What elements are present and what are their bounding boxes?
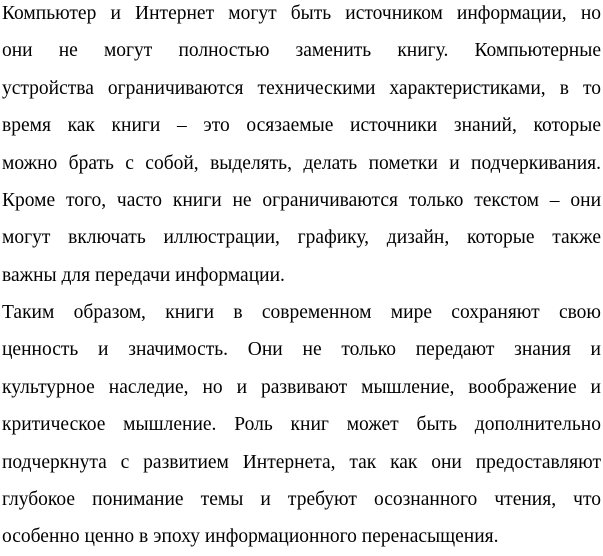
text-line: ценность и значимость. Они не только передают знания и: [2, 339, 601, 361]
text-line: особенно ценно в эпоху информационного перенасыщения.: [2, 526, 499, 548]
text-line: подчеркнута с развитием Интернета, так как они предоставляют: [2, 451, 601, 473]
text-line: критическое мышление. Роль книг может быть дополнительно: [2, 414, 601, 436]
text-line: могут включать иллюстрации, графику, дизайн, которые также: [2, 227, 601, 249]
text-line: культурное наследие, но и развивают мышление, воображение и: [2, 376, 601, 398]
paragraph-2: [2, 294, 601, 556]
text-line: время как книги – это осязаемые источники знаний, которые: [2, 115, 601, 137]
text-line: важны для передачи информации.: [2, 264, 285, 286]
text-line: устройства ограничиваются техническими характеристиками, в то: [2, 77, 601, 99]
text-line: Таким образом, книги в современном мире сохраняют свою: [2, 302, 601, 323]
text-line: Кроме того, часто книги не ограничиваются только текстом – они: [2, 189, 601, 211]
text-line: Компьютер и Интернет могут быть источником информации, но: [2, 3, 601, 24]
text-line: глубокое понимание темы и требуют осознанного чтения, что: [2, 488, 601, 510]
paragraph-1: [2, 0, 601, 294]
text-line: они не могут полностью заменить книгу. Компьютерные: [2, 40, 601, 62]
text-line: можно брать с собой, выделять, делать пометки и подчеркивания.: [2, 152, 601, 174]
